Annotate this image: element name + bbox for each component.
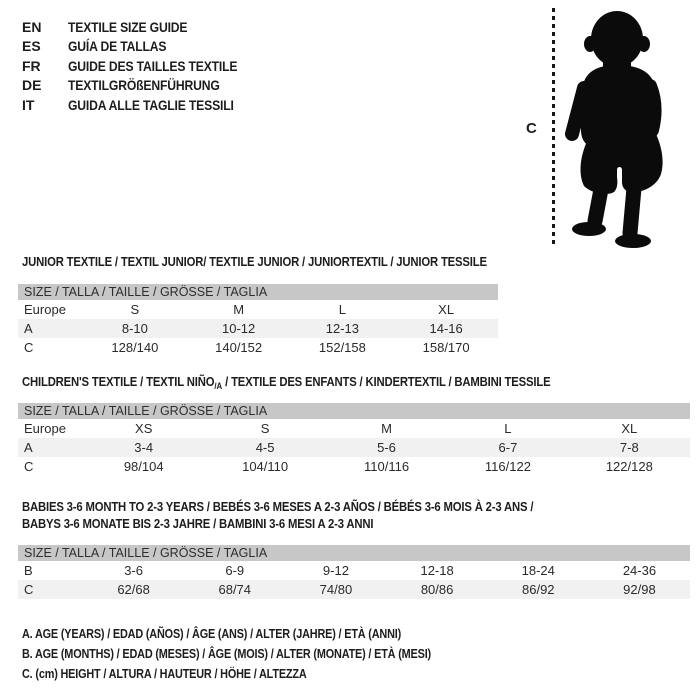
section-title-children: CHILDREN'S TEXTILE / TEXTIL $NIÑO_{/A}$ / TEXTILE DES ENFANTS / KINDERTEXTIL / BAMBINI TESSILE xyxy=(22,374,551,391)
size-cell: 6-7 xyxy=(498,440,518,455)
language-label: GUÍA DE TALLAS xyxy=(68,38,167,55)
size-cell: 62/68 xyxy=(117,582,150,597)
size-cell: 6-9 xyxy=(225,563,245,578)
size-header-bar: SIZE / TALLA / TAILLE / GRÖSSE / TAGLIA xyxy=(18,284,498,300)
table-row xyxy=(18,580,690,599)
table-row xyxy=(18,457,690,476)
footnote-a: A. AGE (YEARS) / EDAD (AÑOS) / ÂGE (ANS) / ALTER (JAHRE) / ETÀ (ANNI) xyxy=(22,627,402,641)
size-cell: 92/98 xyxy=(623,582,656,597)
language-label: TEXTILGRÖßENFÜHRUNG xyxy=(68,77,220,94)
size-cell: 98/104 xyxy=(123,459,164,474)
size-cell: 80/86 xyxy=(420,582,454,597)
size-table-children xyxy=(18,403,690,476)
section-title-babies-line1: BABIES 3-6 MONTH TO 2-3 YEARS / BEBÉS 3-6 MESES A 2-3 AÑOS / BÉBÉS 3-6 MOIS À 2-3 ANS / xyxy=(22,499,534,514)
size-col: XL xyxy=(621,421,638,436)
size-cell: 3-4 xyxy=(134,440,154,455)
nino-a-subscript: /A xyxy=(214,381,223,391)
section-title-babies-line2: BABYS 3-6 MONATE BIS 2-3 JAHRE / BAMBINI 3-6 MESI A 2-3 ANNI xyxy=(22,516,374,531)
size-table-junior xyxy=(18,284,498,357)
language-list xyxy=(22,17,263,115)
size-header-bar: SIZE / TALLA / TAILLE / GRÖSSE / TAGLIA xyxy=(18,545,690,561)
language-code: IT xyxy=(22,96,35,113)
size-col: M xyxy=(233,302,245,317)
language-code: FR xyxy=(22,57,41,74)
size-cell: 122/128 xyxy=(605,459,653,474)
footnote-c: C. (cm) HEIGHT / ALTURA / HAUTEUR / HÖHE / ALTEZZA xyxy=(22,667,307,681)
row-label: A xyxy=(24,321,33,336)
table-header-row xyxy=(18,300,498,319)
language-code: EN xyxy=(22,18,42,35)
size-cell: 18-24 xyxy=(521,563,555,578)
language-label: TEXTILE SIZE GUIDE xyxy=(68,18,188,35)
table-row xyxy=(18,561,690,580)
size-col: S xyxy=(130,302,140,317)
row-label: Europe xyxy=(24,302,66,317)
size-cell: 14-16 xyxy=(429,321,463,336)
language-code: DE xyxy=(22,77,42,94)
size-cell: 24-36 xyxy=(622,563,657,578)
row-label: A xyxy=(24,440,33,455)
size-cell: 74/80 xyxy=(319,582,353,597)
size-cell: 152/158 xyxy=(318,340,366,355)
size-cell: 86/92 xyxy=(522,582,555,597)
footnote-b: B. AGE (MONTHS) / EDAD (MESES) / ÂGE (MOIS) / ALTER (MONATE) / ETÀ (MESI) xyxy=(22,647,431,661)
row-label: Europe xyxy=(24,421,66,436)
size-cell: 104/110 xyxy=(242,459,289,474)
height-reference-line xyxy=(552,8,555,248)
size-cell: 7-8 xyxy=(619,440,639,455)
height-marker-label: C xyxy=(526,120,537,137)
table-row xyxy=(18,338,498,357)
table-row xyxy=(18,438,690,457)
row-label: C xyxy=(24,582,34,597)
language-code: ES xyxy=(22,38,41,55)
size-col: L xyxy=(338,302,346,317)
size-cell: 68/74 xyxy=(218,582,252,597)
language-row xyxy=(22,76,263,96)
row-label: C xyxy=(24,340,34,355)
language-row xyxy=(22,56,263,76)
row-label: C xyxy=(24,459,34,474)
language-row xyxy=(22,17,263,37)
size-col: L xyxy=(504,421,512,436)
language-row xyxy=(22,95,263,115)
size-table-babies xyxy=(18,545,690,599)
language-label: GUIDA ALLE TAGLIE TESSILI xyxy=(68,96,234,113)
size-cell: 3-6 xyxy=(124,563,143,578)
row-label: B xyxy=(24,563,33,578)
size-col: S xyxy=(260,421,270,436)
section-title-junior: JUNIOR TEXTILE / TEXTIL JUNIOR/ TEXTILE JUNIOR / JUNIORTEXTIL / JUNIOR TESSILE xyxy=(22,254,487,269)
size-col: M xyxy=(381,421,392,436)
size-cell: 10-12 xyxy=(222,321,256,336)
size-cell: 8-10 xyxy=(121,321,148,336)
table-row xyxy=(18,319,498,338)
size-header-bar: SIZE / TALLA / TAILLE / GRÖSSE / TAGLIA xyxy=(18,403,690,419)
language-row xyxy=(22,37,263,57)
size-cell: 9-12 xyxy=(322,563,349,578)
size-col: XL xyxy=(438,302,455,317)
size-cell: 128/140 xyxy=(111,340,159,355)
language-label: GUIDE DES TAILLES TEXTILE xyxy=(68,57,238,74)
size-cell: 12-13 xyxy=(325,321,359,336)
size-cell: 158/170 xyxy=(422,340,470,355)
size-cell: 12-18 xyxy=(420,563,454,578)
size-col: XS xyxy=(135,421,153,436)
size-cell: 110/116 xyxy=(363,459,410,474)
size-cell: 116/122 xyxy=(484,459,531,474)
size-cell: 5-6 xyxy=(377,440,396,455)
toddler-silhouette-icon xyxy=(558,4,698,254)
size-cell: 4-5 xyxy=(255,440,275,455)
table-header-row xyxy=(18,419,690,438)
size-cell: 140/152 xyxy=(215,340,263,355)
